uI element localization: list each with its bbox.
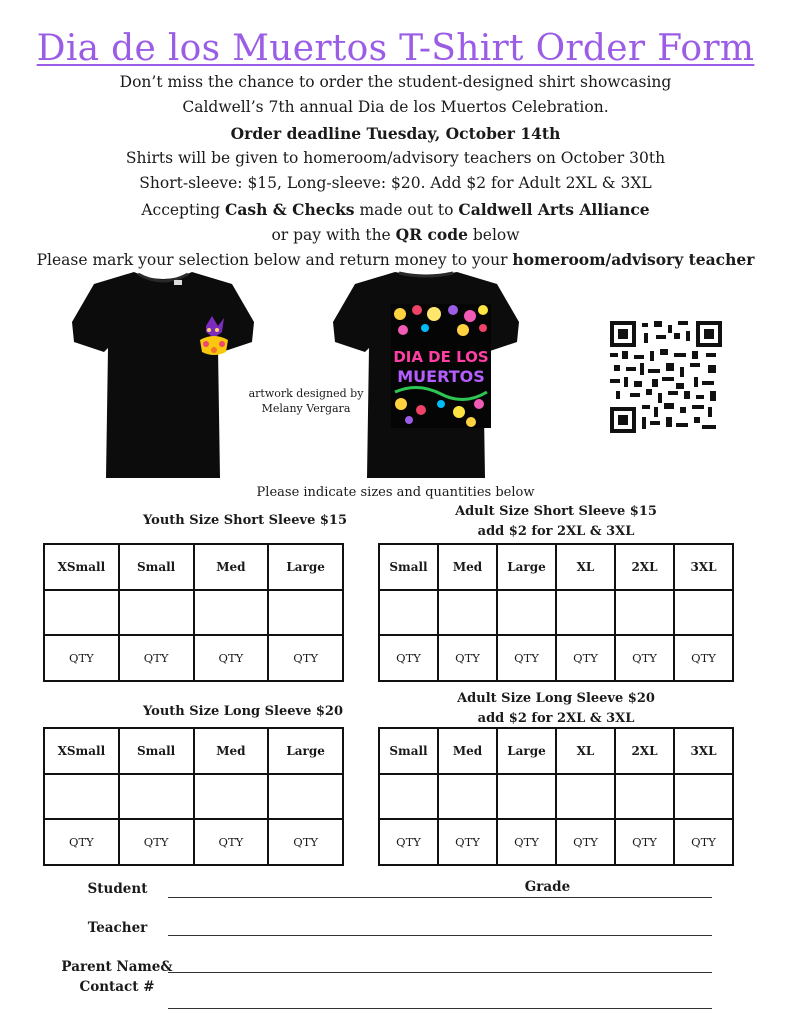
- parent-name-line[interactable]: [168, 972, 712, 973]
- adult-long-title: [378, 689, 734, 729]
- size-header: Med: [438, 544, 497, 590]
- size-header: Small: [379, 728, 438, 774]
- size-header: XSmall: [44, 544, 119, 590]
- qty-cell[interactable]: QTY: [379, 819, 438, 865]
- youth-long-title: Youth Size Long Sleeve $20: [143, 704, 343, 719]
- back-print-line-1: DIA DE LOS: [393, 348, 489, 366]
- qty-cell[interactable]: QTY: [119, 819, 194, 865]
- size-header: Large: [268, 544, 343, 590]
- adult-short-title-line-1: Adult Size Short Sleeve $15: [455, 504, 657, 519]
- size-mark-cell[interactable]: [44, 774, 119, 819]
- qty-cell[interactable]: QTY: [438, 635, 497, 681]
- payment-text-c: made out to: [354, 201, 459, 219]
- size-mark-cell[interactable]: [497, 774, 556, 819]
- qty-cell[interactable]: QTY: [379, 635, 438, 681]
- contact-line[interactable]: [168, 1008, 712, 1009]
- size-header: XL: [556, 728, 615, 774]
- youth-long-table: [43, 727, 344, 866]
- page-title: Dia de los Muertos T-Shirt Order Form: [36, 28, 755, 69]
- payment-line: [0, 200, 791, 219]
- size-mark-cell[interactable]: [44, 590, 119, 635]
- pricing-line: Short-sleeve: $15, Long-sleeve: $20. Add $2 for Adult 2XL & 3XL: [139, 174, 652, 192]
- intro-line-2: Caldwell’s 7th annual Dia de los Muertos Celebration.: [182, 98, 609, 116]
- size-mark-cell[interactable]: [615, 590, 674, 635]
- size-header: 3XL: [674, 728, 733, 774]
- qr-line: [0, 225, 791, 244]
- size-mark-cell[interactable]: [194, 590, 269, 635]
- size-header: Large: [497, 544, 556, 590]
- qty-cell[interactable]: QTY: [44, 819, 119, 865]
- size-mark-cell[interactable]: [674, 774, 733, 819]
- size-header: Small: [119, 728, 194, 774]
- intro-line-1: Don’t miss the chance to order the student-designed shirt showcasing: [119, 73, 672, 91]
- parent-label-line-2: Contact #: [79, 979, 155, 995]
- grade-label: Grade: [524, 879, 571, 895]
- instruction-recipient: homeroom/advisory teacher: [512, 250, 755, 269]
- size-header: Large: [497, 728, 556, 774]
- size-mark-cell[interactable]: [268, 774, 343, 819]
- size-header: Small: [379, 544, 438, 590]
- size-mark-cell[interactable]: [268, 590, 343, 635]
- size-mark-cell[interactable]: [438, 774, 497, 819]
- artwork-credit-line-1: artwork designed by: [248, 387, 364, 400]
- adult-long-table: [378, 727, 734, 866]
- size-mark-cell[interactable]: [194, 774, 269, 819]
- size-mark-cell[interactable]: [119, 590, 194, 635]
- size-mark-cell[interactable]: [438, 590, 497, 635]
- sizes-note: Please indicate sizes and quantities below: [256, 485, 535, 500]
- qty-cell[interactable]: QTY: [497, 819, 556, 865]
- adult-short-title: [378, 502, 734, 542]
- size-header: Med: [194, 728, 269, 774]
- size-header: XL: [556, 544, 615, 590]
- size-header: Med: [438, 728, 497, 774]
- artwork-credit-name: Melany Vergara: [261, 402, 351, 415]
- back-shirt-image: [333, 270, 519, 482]
- size-header: 2XL: [615, 544, 674, 590]
- qty-cell[interactable]: QTY: [497, 635, 556, 681]
- qr-code-label: QR code: [395, 225, 468, 244]
- qty-cell[interactable]: QTY: [556, 819, 615, 865]
- youth-short-title: Youth Size Short Sleeve $15: [143, 513, 348, 528]
- teacher-name-line[interactable]: [168, 935, 712, 936]
- teacher-label: Teacher: [87, 920, 148, 936]
- qty-cell[interactable]: QTY: [44, 635, 119, 681]
- instruction-text: Please mark your selection below and return money to your: [36, 251, 513, 269]
- qty-cell[interactable]: QTY: [268, 819, 343, 865]
- qr-code-image: [610, 321, 722, 433]
- back-artwork: [391, 304, 491, 428]
- instruction-line: [0, 250, 791, 269]
- parent-label-line-1: Parent Name&: [61, 959, 173, 975]
- youth-short-table: [43, 543, 344, 682]
- adult-short-table: [378, 543, 734, 682]
- size-header: XSmall: [44, 728, 119, 774]
- back-print-line-2: MUERTOS: [397, 367, 485, 386]
- size-mark-cell[interactable]: [615, 774, 674, 819]
- qr-text-a: or pay with the: [271, 226, 396, 244]
- size-mark-cell[interactable]: [379, 774, 438, 819]
- parent-label: [54, 959, 180, 995]
- size-mark-cell[interactable]: [556, 590, 615, 635]
- qty-cell[interactable]: QTY: [615, 635, 674, 681]
- size-header: 3XL: [674, 544, 733, 590]
- adult-short-title-line-2: add $2 for 2XL & 3XL: [477, 524, 635, 539]
- payment-text-a: Accepting: [141, 201, 225, 219]
- size-mark-cell[interactable]: [556, 774, 615, 819]
- qty-cell[interactable]: QTY: [268, 635, 343, 681]
- qty-cell[interactable]: QTY: [674, 635, 733, 681]
- size-mark-cell[interactable]: [497, 590, 556, 635]
- size-mark-cell[interactable]: [674, 590, 733, 635]
- payment-methods: Cash & Checks: [225, 200, 355, 219]
- size-mark-cell[interactable]: [119, 774, 194, 819]
- front-shirt-image: [72, 270, 254, 482]
- size-header: Med: [194, 544, 269, 590]
- payee-name: Caldwell Arts Alliance: [458, 200, 650, 219]
- qty-cell[interactable]: QTY: [615, 819, 674, 865]
- qty-cell[interactable]: QTY: [438, 819, 497, 865]
- qty-cell[interactable]: QTY: [194, 819, 269, 865]
- size-header: Large: [268, 728, 343, 774]
- qty-cell[interactable]: QTY: [194, 635, 269, 681]
- qty-cell[interactable]: QTY: [674, 819, 733, 865]
- student-label: Student: [87, 881, 148, 897]
- adult-long-title-line-2: add $2 for 2XL & 3XL: [477, 711, 635, 726]
- size-header: Small: [119, 544, 194, 590]
- size-header: 2XL: [615, 728, 674, 774]
- qty-cell[interactable]: QTY: [556, 635, 615, 681]
- size-mark-cell[interactable]: [379, 590, 438, 635]
- intro-line-4: Shirts will be given to homeroom/advisory teachers on October 30th: [125, 149, 666, 167]
- qr-text-c: below: [467, 226, 520, 244]
- order-deadline: Order deadline Tuesday, October 14th: [230, 124, 561, 143]
- student-name-line[interactable]: [168, 897, 712, 898]
- adult-long-title-line-1: Adult Size Long Sleeve $20: [457, 691, 655, 706]
- qty-cell[interactable]: QTY: [119, 635, 194, 681]
